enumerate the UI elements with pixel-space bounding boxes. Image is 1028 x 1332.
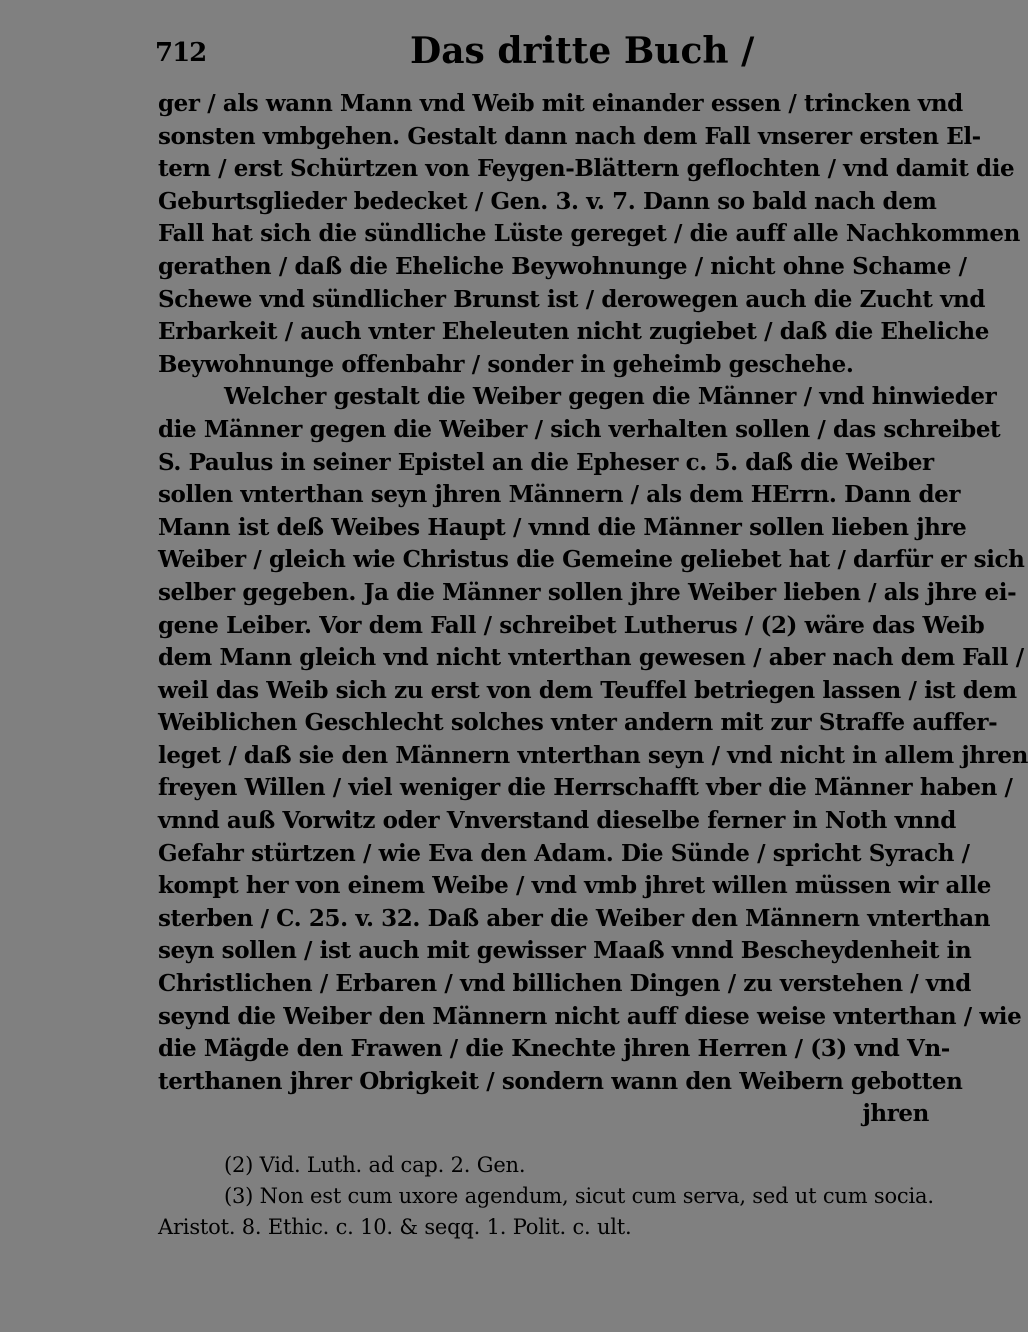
page-header: [155, 30, 935, 80]
text-line: gerathen / daß die Eheliche Beywohnunge / nicht ohne Schame /: [158, 252, 967, 280]
text-line: Beywohnunge offenbahr / sonder in geheimb geschehe.: [158, 350, 854, 378]
text-line: dem Mann gleich vnd nicht vnterthan gewesen / aber nach dem Fall /: [158, 644, 1024, 672]
text-line: ger / als wann Mann vnd Weib mit einander essen / trincken vnd: [158, 90, 963, 117]
text-line: terthanen jhrer Obrigkeit / sondern wann den Weibern gebotten: [158, 1067, 963, 1095]
text-line: freyen Willen / viel weniger die Herrschafft vber die Männer haben /: [158, 774, 1013, 802]
text-line: Christlichen / Erbaren / vnd billichen Dingen / zu verstehen / vnd: [158, 970, 971, 998]
text-line: weil das Weib sich zu erst von dem Teuffel betriegen lassen / ist dem: [158, 676, 1017, 704]
footnote-line: (3) Non est cum uxore agendum, sicut cum serva, sed ut cum socia.: [224, 1184, 934, 1208]
text-line: leget / daß sie den Männern vnterthan seyn / vnd nicht in allem jhren: [158, 741, 1028, 769]
text-line: seynd die Weiber den Männern nicht auff diese weise vnterthan / wie: [158, 1002, 1022, 1030]
text-line: Geburtsglieder bedecket / Gen. 3. v. 7. Dann so bald nach dem: [158, 187, 937, 215]
text-line: die Männer gegen die Weiber / sich verhalten sollen / das schreibet: [158, 415, 1001, 443]
text-line: die Mägde den Frawen / die Knechte jhren Herren / (3) vnd Vn-: [158, 1035, 950, 1063]
footnote-line: (2) Vid. Luth. ad cap. 2. Gen.: [224, 1153, 526, 1177]
page-number: 712: [155, 38, 207, 68]
text-line: selber gegeben. Ja die Männer sollen jhre Weiber lieben / als jhre ei-: [158, 578, 1017, 606]
running-head: Das dritte Buch /: [410, 30, 755, 72]
body-text: [158, 88, 1028, 1131]
catchword: jhren: [862, 1100, 929, 1128]
text-line: sterben / C. 25. v. 32. Daß aber die Weiber den Männern vnterthan: [158, 904, 991, 932]
text-line: sonsten vmbgehen. Gestalt dann nach dem Fall vnserer ersten El-: [158, 122, 981, 150]
text-line: kompt her von einem Weibe / vnd vmb jhret willen müssen wir alle: [158, 872, 991, 900]
text-line: Weiblichen Geschlecht solches vnter andern mit zur Straffe auffer-: [158, 709, 998, 737]
footnotes: [158, 1150, 948, 1243]
text-line: Erbarkeit / auch vnter Eheleuten nicht zugiebet / daß die Eheliche: [158, 318, 989, 346]
text-line: Weiber / gleich wie Christus die Gemeine geliebet hat / darfür er sich: [158, 546, 1025, 574]
text-line: Mann ist deß Weibes Haupt / vnnd die Männer sollen lieben jhre: [158, 513, 967, 541]
text-line: vnnd auß Vorwitz oder Vnverstand dieselbe ferner in Noth vnnd: [158, 807, 956, 835]
footnote-line: Aristot. 8. Ethic. c. 10. & seqq. 1. Polit. c. ult.: [158, 1215, 632, 1239]
text-line: gene Leiber. Vor dem Fall / schreibet Lutherus / (2) wäre das Weib: [158, 611, 985, 639]
text-line: Gefahr stürtzen / wie Eva den Adam. Die Sünde / spricht Syrach /: [158, 839, 970, 867]
text-line: tern / erst Schürtzen von Feygen-Blättern geflochten / vnd damit die: [158, 155, 1015, 183]
text-line: sollen vnterthan seyn jhren Männern / als dem HErrn. Dann der: [158, 481, 961, 509]
text-line: Welcher gestalt die Weiber gegen die Männer / vnd hinwieder: [224, 383, 997, 411]
text-line: Fall hat sich die sündliche Lüste gereget / die auff alle Nachkommen: [158, 220, 1020, 248]
text-line: S. Paulus in seiner Epistel an die Epheser c. 5. daß die Weiber: [158, 448, 934, 476]
text-line: Schewe vnd sündlicher Brunst ist / derowegen auch die Zucht vnd: [158, 285, 986, 313]
text-line: seyn sollen / ist auch mit gewisser Maaß vnnd Bescheydenheit in: [158, 937, 972, 965]
